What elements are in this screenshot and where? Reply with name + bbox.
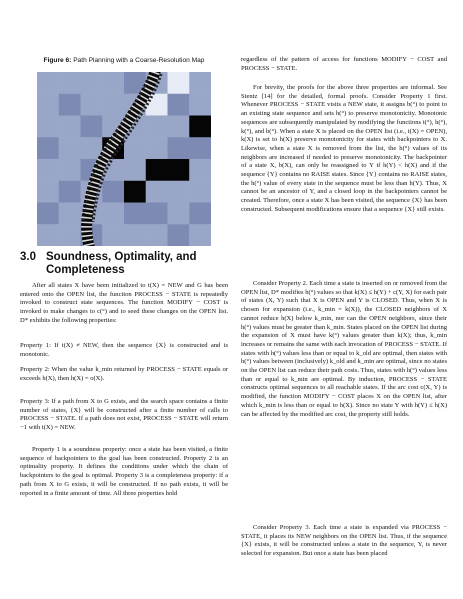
figure-label: Figure 6: xyxy=(43,57,72,64)
map-cell xyxy=(102,224,124,246)
map-cell xyxy=(37,159,59,181)
map-cell xyxy=(189,72,211,94)
map-cell xyxy=(168,94,190,116)
map-cell xyxy=(124,224,146,246)
properties-discussion-paragraph: Property 1 is a soundness property: once a state has been visited, a finite sequence of backpointers to the goal has been constructed. Property 2 is an optimality property. It defines the conditions under which the chain of backpointers to the goal is optimal. Property 3 is a completeness property: if a path from X to G exists, it will be constructed. If no path exists, it will be reported in a finite amount of time. All three properties hold xyxy=(20,446,228,497)
map-cell xyxy=(189,94,211,116)
map-cell xyxy=(37,116,59,138)
map-cell xyxy=(102,72,124,94)
map-cell xyxy=(146,137,168,159)
continuation-paragraph: regardless of the pattern of access for functions MODIFY − COST and PROCESS − STATE. xyxy=(241,56,447,72)
map-cell xyxy=(189,181,211,203)
map-cell xyxy=(146,181,168,203)
map-cell xyxy=(37,72,59,94)
map-cell xyxy=(168,203,190,225)
property-2-statement: Property 2: When the value k_min returned by PROCESS − STATE equals or exceeds h(X), then h(X) = o(X). xyxy=(20,366,228,382)
map-grid xyxy=(37,72,211,246)
map-cell xyxy=(168,72,190,94)
figure-title: Path Planning with a Coarse-Resolution Map xyxy=(73,57,205,64)
map-cell xyxy=(37,224,59,246)
map-cell xyxy=(59,94,81,116)
map-cell xyxy=(37,94,59,116)
map-cell xyxy=(59,203,81,225)
map-cell xyxy=(37,203,59,225)
map-cell xyxy=(37,181,59,203)
map-cell xyxy=(168,116,190,138)
map-cell xyxy=(81,94,103,116)
map-cell xyxy=(124,203,146,225)
map-cell xyxy=(124,159,146,181)
map-cell xyxy=(146,159,168,181)
map-cell xyxy=(102,181,124,203)
map-cell xyxy=(189,159,211,181)
map-cell xyxy=(59,181,81,203)
section-title-line2: Completeness xyxy=(46,264,125,276)
property-3-statement: Property 3: If a path from X to G exists, and the search space contains a finite number of states, {X} will be constructed after a finite number of calls to PROCESS − STATE. If a path does not exist, PROCESS − STATE will return −1 with t(X) = NEW. xyxy=(20,398,228,432)
map-cell xyxy=(81,72,103,94)
map-cell xyxy=(189,203,211,225)
property-1-statement: Property 1: If t(X) ≠ NEW, then the sequence {X} is constructed and is monotonic. xyxy=(20,342,228,358)
map-cell xyxy=(168,137,190,159)
section-number: 3.0 xyxy=(20,251,36,263)
map-cell xyxy=(146,224,168,246)
map-cell xyxy=(102,94,124,116)
map-cell xyxy=(146,116,168,138)
map-cell xyxy=(189,224,211,246)
map-cell xyxy=(189,116,211,138)
map-cell xyxy=(168,181,190,203)
property-3-proof-paragraph: Consider Property 3. Each time a state is expanded via PROCESS − STATE, it places its NEW neighbors on the OPEN list. Thus, if the sequence {X} exists, it will be constructed unless a state in the sequence, Y, is never selected for expansion. But once a state has been placed xyxy=(241,524,447,558)
map-cell xyxy=(124,137,146,159)
map-cell xyxy=(59,137,81,159)
map-cell xyxy=(37,137,59,159)
section-heading xyxy=(20,251,228,277)
property-1-proof-paragraph: For brevity, the proofs for the above three properties are informal. See Stentz [14] for the detailed, formal proofs. Consider Property 1 first. Whenever PROCESS − STATE visits a NEW state, it assigns b(°) to point to an existing state sequence and sets h(°) to preserve monotonicity. Monotonic sequences are subsequently manipulated by modifying the functions t(°), h(°), k(°), and b(°). When a state X is placed on the OPEN list (i.e., t(X) = OPEN), k(X) is set to h(X) preserve monotonicity for states with backpointers to X. Likewise, when a state X is removed from the list, the h(°) values of its neighbors are increased if needed to preserve monotonicity. The backpointer of a state X, b(X), can only be reassigned to Y if h(Y) < h(X) and if the sequence {Y} contains no RAISE states. Since {Y} contains no RAISE states, the h(°) value of every state in the sequence must be less than h(Y). Thus, X cannot be an ancestor of Y, and a closed loop in the backpointers cannot be created. Therefore, once a state X has been visited, the sequence {X} has been constructed. Subsequent modifications ensure that a sequence {X} still exists. xyxy=(241,84,447,213)
map-cell xyxy=(102,203,124,225)
map-cell xyxy=(146,203,168,225)
map-cell xyxy=(81,116,103,138)
figure-caption xyxy=(20,57,228,64)
map-cell xyxy=(59,159,81,181)
section-title-line1: Soundness, Optimality, and xyxy=(46,251,197,263)
map-cell xyxy=(168,159,190,181)
map-cell xyxy=(59,116,81,138)
map-cell xyxy=(168,224,190,246)
property-2-proof-paragraph: Consider Property 2. Each time a state is inserted on or removed from the OPEN list, D* modifies h(°) values so that k(X) ≤ h(Y) + c(Y, X) for each pair of states (X, Y) such that X is OPEN and Y is CLOSED. Thus, when X is chosen for expansion (i.e., k_min = k(X)), the CLOSED neighbors of X cannot reduce h(X) below k_min, nor can the OPEN neighbors, since their h(°) values must be greater than k_min. States placed on the OPEN list during the expansion of X must have k(°) values greater than k(X); thus, k_min increases or remains the same with each invocation of PROCESS − STATE. If states with h(°) values less than or equal to k_old are optimal, then states with h(°) values between (inclusively) k_old and k_min are optimal, since no states on the OPEN list can reduce their path costs. Thus, states with h(°) values less than or equal to k_min are optimal. By induction, PROCESS − STATE constructs optimal sequences to all reachable states. If the arc cost c(X, Y) is modified, the function MODIFY − COST places X on the OPEN list, after which k_min is less than or equal to h(X). Since no state Y with h(Y) ≤ h(X) can be affected by the modified arc cost, the property still holds. xyxy=(241,280,447,418)
coarse-resolution-map-figure xyxy=(37,72,211,246)
map-cell xyxy=(124,181,146,203)
map-cell xyxy=(59,224,81,246)
map-cell xyxy=(189,137,211,159)
intro-paragraph: After all states X have been initialized to t(X) = NEW and G has been entered onto the OPEN list, the function PROCESS − STATE is repeatedly invoked to construct state sequences. The function MODIFY − COST is invoked to make changes to c(°) and to seed these changes on the OPEN list. D* exhibits the following properties: xyxy=(20,282,228,324)
map-cell xyxy=(59,72,81,94)
